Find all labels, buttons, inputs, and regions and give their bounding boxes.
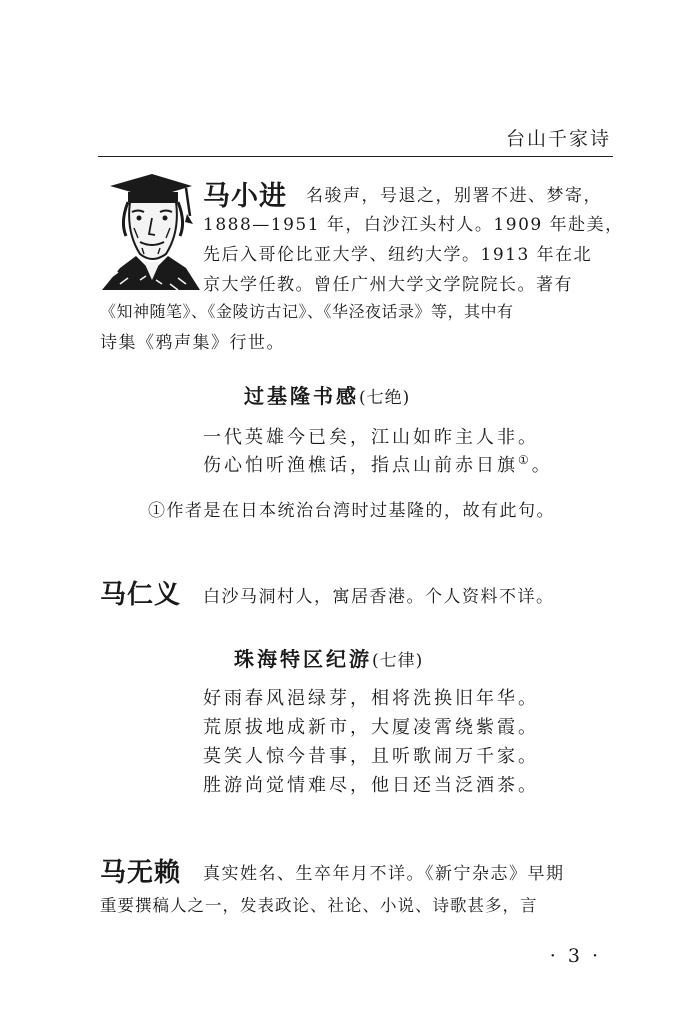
footnote: ①作者是在日本统治台湾时过基隆的，故有此句。	[148, 501, 555, 521]
poem-title-line	[234, 643, 423, 672]
poem-title: 过基隆书感	[244, 384, 359, 408]
author-name-ma-xiaojin: 马小进	[203, 181, 287, 212]
bio-line: 真实姓名、生卒年月不详。《新宁杂志》早期	[203, 864, 565, 884]
page-number: · 3 ·	[549, 945, 601, 967]
poem-title-line	[244, 380, 410, 409]
poem-line: 莫笑人惊今昔事，且听歌闹万千家。	[203, 746, 539, 767]
header-rule	[98, 156, 613, 157]
bio-line: 京大学任教。曾任广州大学文学院院长。著有	[203, 275, 573, 295]
bio-line: 1888—1951 年，白沙江头村人。1909 年赴美，	[203, 215, 624, 235]
footnote-marker: ①	[518, 453, 532, 467]
bio-line: 白沙马洞村人，寓居香港。个人资料不详。	[203, 587, 555, 607]
author-portrait	[100, 172, 200, 290]
running-header-title: 台山千家诗	[505, 128, 611, 150]
author-name-ma-wulai: 马无赖	[100, 858, 182, 888]
poem-line: 胜游尚觉情难尽，他日还当泛酒茶。	[203, 775, 539, 796]
poem-line: 好雨春风浥绿芽，相将洗换旧年华。	[203, 688, 539, 709]
bio-line: 重要撰稿人之一，发表政论、社论、小说、诗歌甚多，言	[100, 896, 538, 915]
author-name-ma-renyi: 马仁义	[100, 580, 182, 610]
bio-line: 《知神随笔》、《金陵访古记》、《华泾夜话录》等，其中有	[100, 302, 514, 321]
bio-line: 先后入哥伦比亚大学、纽约大学。1913 年在北	[203, 245, 593, 265]
poem-line: 伤心怕听渔樵话，指点山前赤日旗①。	[203, 453, 553, 476]
bio-line: 诗集《鸦声集》行世。	[100, 333, 285, 353]
poem-line-text: 伤心怕听渔樵话，指点山前赤日旗	[203, 455, 518, 476]
poem-title: 珠海特区纪游	[234, 647, 372, 671]
poem-form: (七绝)	[359, 388, 411, 408]
poem-line: 一代英雄今已矣，江山如昨主人非。	[203, 427, 539, 448]
poem-line: 荒原拔地成新市，大厦凌霄绕紫霞。	[203, 717, 539, 738]
bio-line: 名骏声，号退之，别署不进、梦寄，	[306, 186, 602, 206]
poem-form: (七律)	[372, 651, 424, 671]
